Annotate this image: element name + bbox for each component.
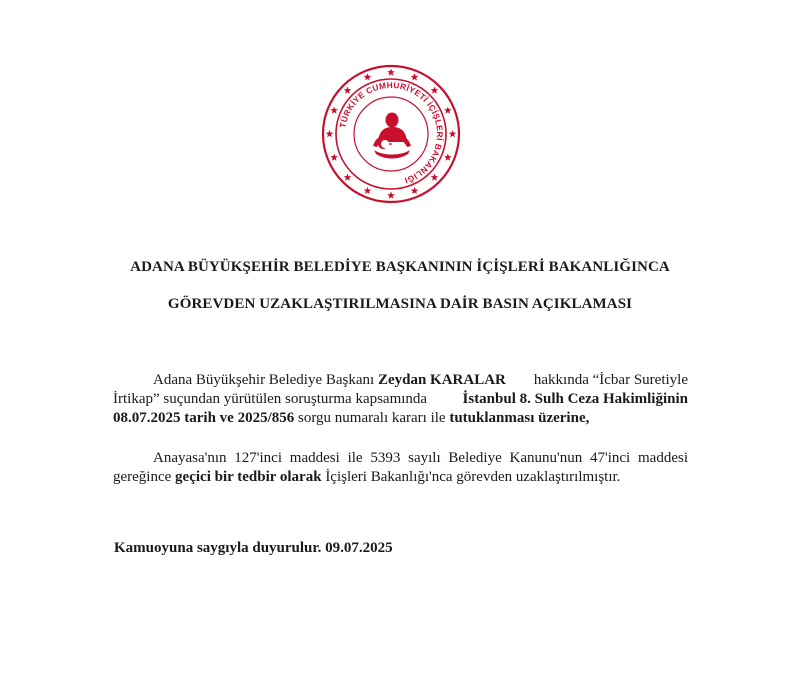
seal-star-icon xyxy=(431,173,439,180)
press-release-title-line-2: GÖREVDEN UZAKLAŞTIRILMASINA DAİR BASIN AÇIKLAMASI xyxy=(167,296,633,312)
text-segment: sorgu numaralı kararı ile xyxy=(294,410,450,426)
paragraph-2-line-1: Anayasa'nın 127'inci maddesi ile 5393 sayılı Belediye Kanunu'nun 47'inci maddesi xyxy=(153,450,688,466)
paragraph-2 xyxy=(113,449,688,487)
seal-star-icon xyxy=(444,154,452,161)
decision-reference: 08.07.2025 tarih ve 2025/856 xyxy=(113,410,295,426)
paragraph-2-line-2 xyxy=(113,468,688,487)
person-name: Zeydan KARALAR xyxy=(377,372,506,388)
closing-statement: Kamuoyuna saygıyla duyurulur. 09.07.2025 xyxy=(114,540,393,556)
seal-star-icon xyxy=(330,106,338,113)
seal-text: TÜRKİYE CUMHURİYETİ İÇİŞLERİ BAKANLIĞI xyxy=(337,79,446,186)
text-segment: gereğince xyxy=(113,469,176,485)
court-name: İstanbul 8. Sulh Ceza Hakimliğinin xyxy=(462,391,688,407)
arrest-phrase: tutuklanması üzerine, xyxy=(449,410,590,426)
seal-star-icon xyxy=(449,130,457,137)
seal-star-icon xyxy=(364,187,372,194)
seal-star-icon xyxy=(344,87,352,94)
seal-star-icon xyxy=(344,173,352,180)
text-segment: İrtikap” suçundan yürütülen soruşturma kapsamında xyxy=(113,391,428,407)
seal-star-icon xyxy=(326,130,334,137)
seal-star-icon xyxy=(364,73,372,80)
seal-star-icon xyxy=(431,87,439,94)
seal-star-icon xyxy=(411,73,419,80)
ministry-seal-logo xyxy=(321,64,461,204)
paragraph-1-line-2 xyxy=(113,390,688,409)
measure-phrase: geçici bir tedbir olarak xyxy=(175,469,322,485)
paragraph-1-line-1 xyxy=(113,371,688,390)
seal-star-icon xyxy=(444,106,452,113)
seal-star-icon xyxy=(387,69,395,76)
text-segment: Adana Büyükşehir Belediye Başkanı xyxy=(153,372,378,388)
seal-star-icon xyxy=(411,187,419,194)
seal-star-icon xyxy=(387,192,395,199)
press-release-title-line-1: ADANA BÜYÜKŞEHİR BELEDİYE BAŞKANININ İÇİŞLERİ BAKANLIĞINCA xyxy=(130,259,670,275)
text-segment: hakkında “İcbar Suretiyle xyxy=(533,372,688,388)
seal-star-icon xyxy=(330,154,338,161)
text-segment: İçişleri Bakanlığı'nca görevden uzaklaştırılmıştır. xyxy=(321,469,621,485)
paragraph-1-line-3 xyxy=(113,409,688,428)
paragraph-1 xyxy=(113,371,688,428)
text-segment xyxy=(153,371,506,390)
